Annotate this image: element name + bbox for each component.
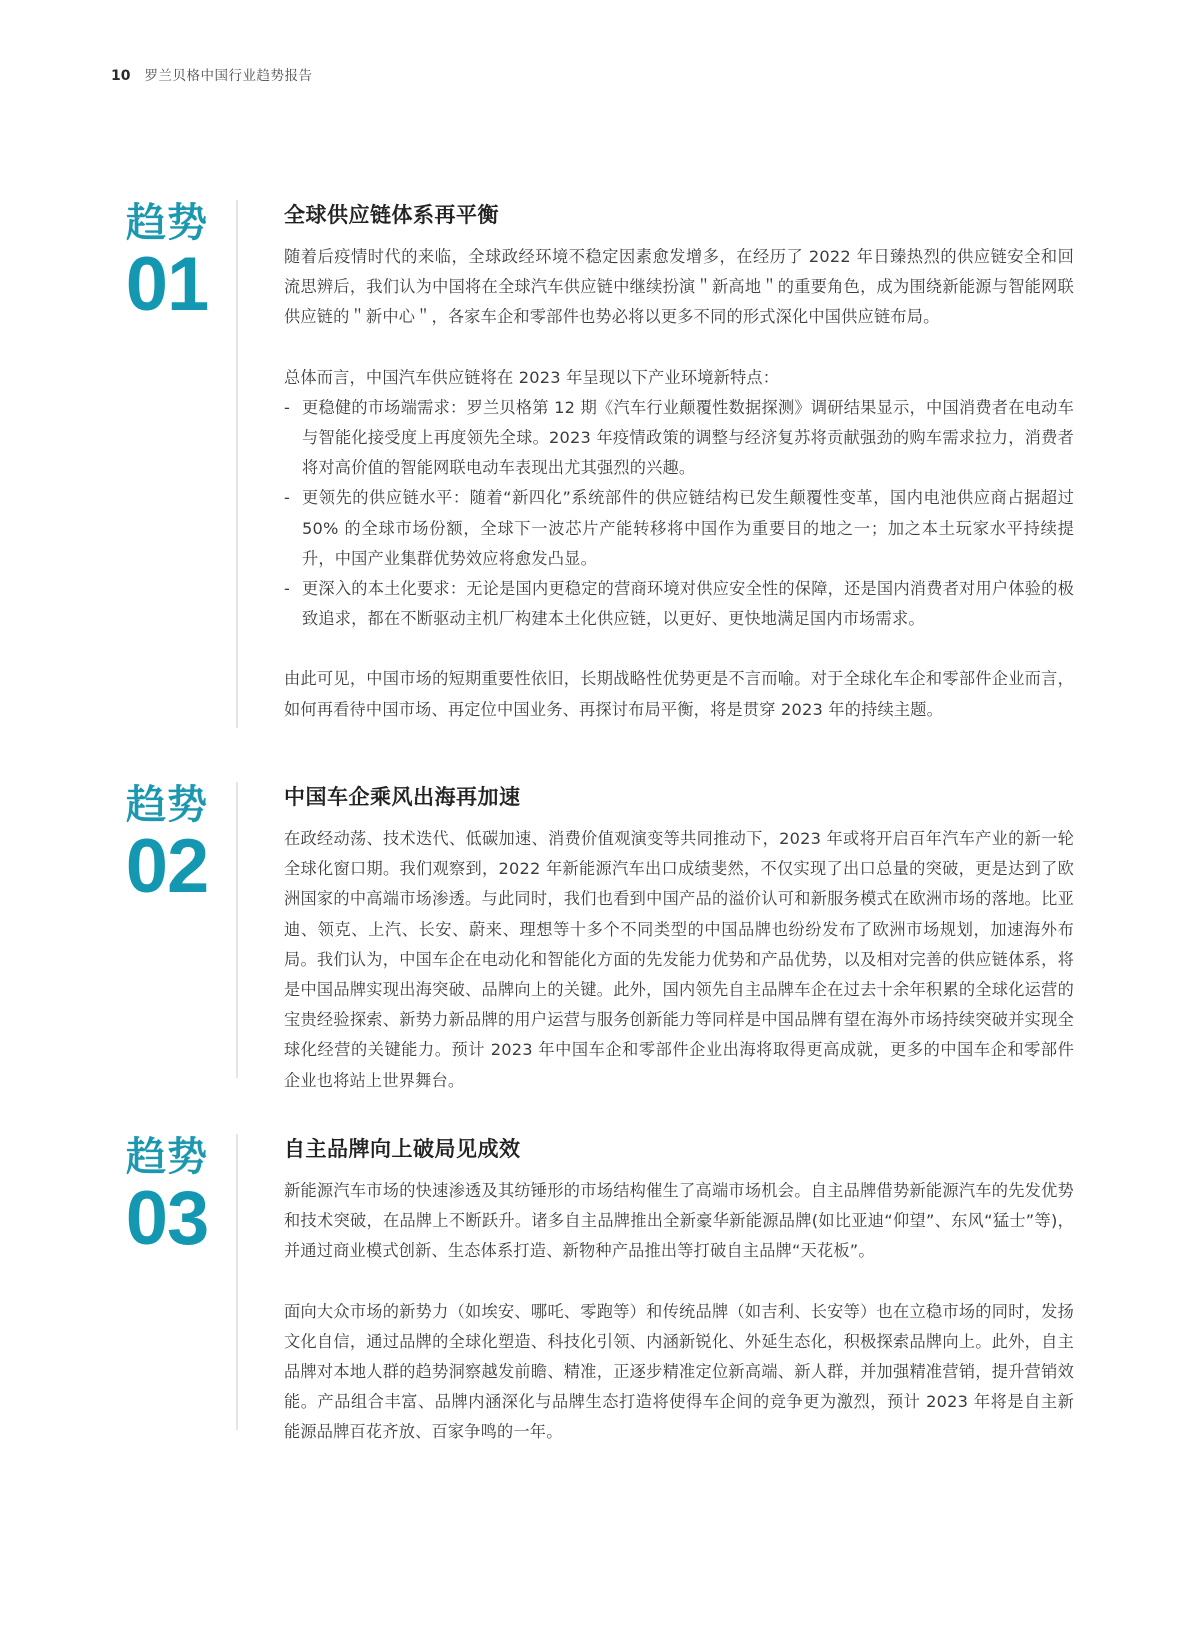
bullet-text: 更深入的本土化要求：无论是国内更稳定的营商环境对供应安全性的保障，还是国内消费者对用户体验的极致追求，都在不断驱动主机厂构建本土化供应链，以更好、更快地满足国内市场需求。 [302, 579, 1074, 629]
trend-paragraph: 在政经动荡、技术迭代、低碳加速、消费价值观演变等共同推动下，2023 年或将开启百年汽车产业的新一轮全球化窗口期。我们观察到，2022 年新能源汽车出口成绩斐然，不仅实现了出口总量的突破，更是达到了欧洲国家的中高端市场渗透。与此同时，我们也看到中国产品的溢价认可和新服务模式在欧洲市场的落地。比亚迪、领克、上汽、长安、蔚来、理想等十多个不同类型的中国品牌也纷纷发布了欧洲市场规划，加速海外布局。我们认为，中国车企在电动化和智能化方面的先发能力优势和产品优势，以及相对完善的供应链体系，将是中国品牌实现出海突破、品牌向上的关键。此外，国内领先自主品牌车企在过去十余年积累的全球化运营的宝贵经验探索、新势力新品牌的用户运营与服务创新能力等同样是中国品牌有望在海外市场持续突破并实现全球化经营的关键能力。预计 2023 年中国车企和零部件企业出海将取得更高成就，更多的中国车企和零部件企业也将站上世界舞台。 [284, 829, 1074, 1090]
trend-label: 趋势 [126, 200, 208, 246]
trend-label: 趋势 [126, 1134, 208, 1180]
vertical-divider [236, 1134, 238, 1430]
page-header [111, 64, 312, 84]
bullet-text: 更稳健的市场端需求：罗兰贝格第 12 期《汽车行业颠覆性数据探测》调研结果显示，中国消费者在电动车与智能化接受度上再度领先全球。2023 年疫情政策的调整与经济复苏将贡献强劲的购车需求拉力，消费者将对高价值的智能网联电动车表现出尤其强烈的兴趣。 [302, 397, 1074, 478]
trend-number: 01 [125, 242, 209, 327]
trend-number: 03 [125, 1176, 209, 1261]
bullet-item: - 更领先的供应链水平：随着“新四化”系统部件的供应链结构已发生颠覆性变革，国内电池供应商占据超过 50% 的全球市场份额，全球下一波芯片产能转移将中国作为重要目的地之一；加之本土玩家水平持续提升，中国产业集群优势效应将愈发凸显。 [284, 488, 1074, 568]
trend-paragraph: 随着后疫情时代的来临，全球政经环境不稳定因素愈发增多，在经历了 2022 年日臻热烈的供应链安全和回流思辨后，我们认为中国将在全球汽车供应链中继续扮演＂新高地＂的重要角色，成为围绕新能源与智能网联供应链的＂新中心＂，各家车企和零部件也势必将以更多不同的形式深化中国供应链布局。 [284, 247, 1074, 327]
trend-title: 全球供应链体系再平衡 [284, 203, 499, 227]
trend-paragraph: 总体而言，中国汽车供应链将在 2023 年呈现以下产业环境新特点： [284, 367, 780, 387]
trend-number: 02 [125, 824, 209, 909]
trend-content [284, 782, 1074, 1096]
bullet-item: - 更稳健的市场端需求：罗兰贝格第 12 期《汽车行业颠覆性数据探测》调研结果显示，中国消费者在电动车与智能化接受度上再度领先全球。2023 年疫情政策的调整与经济复苏将贡献强劲的购车需求拉力，消费者将对高价值的智能网联电动车表现出尤其强烈的兴趣。 [284, 397, 1074, 478]
trend-label: 趋势 [126, 782, 208, 828]
trend-closing-paragraph: 由此可见，中国市场的短期重要性依旧，长期战略性优势更是不言而喻。对于全球化车企和零部件企业而言，如何再看待中国市场、再定位中国业务、再探讨布局平衡，将是贯穿 2023 年的持续主题。 [284, 669, 1074, 719]
trend-title: 中国车企乘风出海再加速 [284, 785, 521, 809]
trend-content [284, 200, 1074, 725]
vertical-divider [236, 200, 238, 728]
trend-title: 自主品牌向上破局见成效 [284, 1137, 521, 1161]
bullet-item: - 更深入的本土化要求：无论是国内更稳定的营商环境对供应安全性的保障，还是国内消费者对用户体验的极致追求，都在不断驱动主机厂构建本土化供应链，以更好、更快地满足国内市场需求。 [284, 579, 1074, 629]
trend-paragraph: 新能源汽车市场的快速渗透及其纺锤形的市场结构催生了高端市场机会。自主品牌借势新能源汽车的先发优势和技术突破，在品牌上不断跃升。诸多自主品牌推出全新豪华新能源品牌(如比亚迪“仰望”、东风“猛士”等)，并通过商业模式创新、生态体系打造、新物种产品推出等打破自主品牌“天花板”。 [284, 1181, 1074, 1261]
bullet-list [284, 393, 1074, 635]
trend-marker [112, 782, 222, 909]
report-title: 罗兰贝格中国行业趋势报告 [144, 68, 313, 84]
vertical-divider [236, 782, 238, 1078]
trend-marker [112, 1134, 222, 1261]
trend-marker [112, 200, 222, 327]
trend-paragraph: 面向大众市场的新势力（如埃安、哪吒、零跑等）和传统品牌（如吉利、长安等）也在立稳市场的同时，发扬文化自信，通过品牌的全球化塑造、科技化引领、内涵新锐化、外延生态化，积极探索品牌向上。此外，自主品牌对本地人群的趋势洞察越发前瞻、精准，正逐步精准定位新高端、新人群，并加强精准营销，提升营销效能。产品组合丰富、品牌内涵深化与品牌生态打造将使得车企间的竞争更为激烈，预计 2023 年将是自主新能源品牌百花齐放、百家争鸣的一年。 [284, 1301, 1074, 1442]
bullet-text: 更领先的供应链水平：随着“新四化”系统部件的供应链结构已发生颠覆性变革，国内电池供应商占据超过 50% 的全球市场份额，全球下一波芯片产能转移将中国作为重要目的地之一；加之本土玩家水平持续提升，中国产业集群优势效应将愈发凸显。 [302, 488, 1074, 568]
page-number: 10 [111, 68, 131, 84]
trend-content [284, 1134, 1074, 1448]
